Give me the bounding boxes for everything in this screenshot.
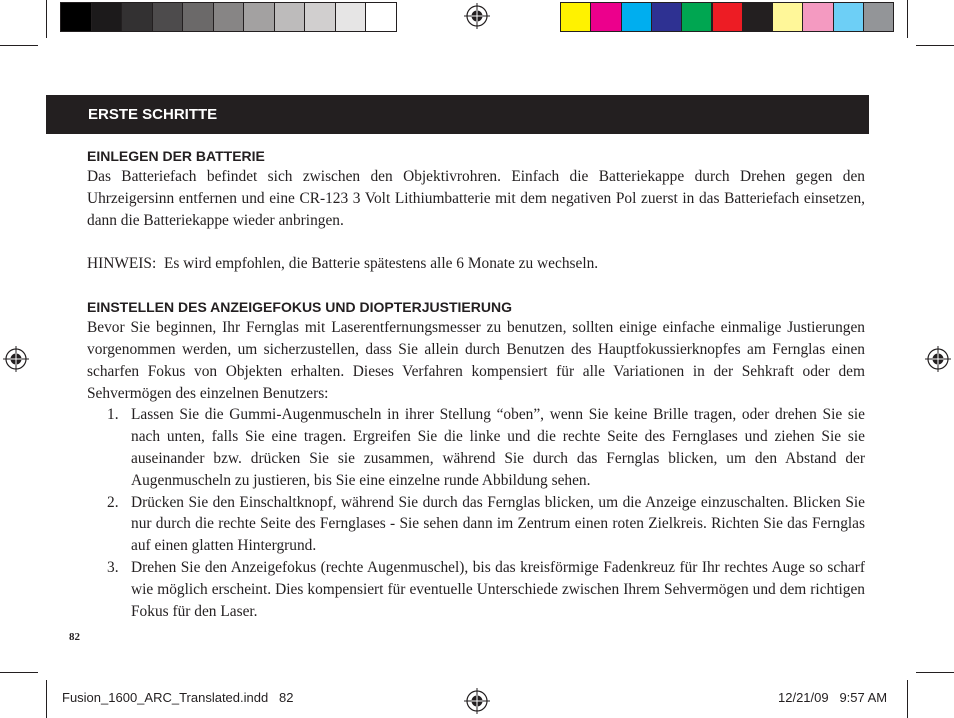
list-item-number: 2. xyxy=(107,493,119,511)
list-item xyxy=(87,404,865,491)
crop-mark xyxy=(907,0,908,38)
slug-file-info: Fusion_1600_ARC_Translated.indd 82 xyxy=(62,690,294,705)
color-swatch xyxy=(304,2,336,32)
focus-heading: EINSTELLEN DES ANZEIGEFOKUS UND DIOPTERJUSTIERUNG xyxy=(87,299,512,316)
color-swatch xyxy=(182,2,214,32)
steps-list xyxy=(87,404,865,622)
list-item xyxy=(87,557,865,622)
list-item-number: 3. xyxy=(107,558,119,576)
page-content xyxy=(87,146,865,622)
focus-paragraph: Bevor Sie beginnen, Ihr Fernglas mit Laserentfernungsmesser zu benutzen, sollten einige einfache einmalige Justierungen vorgenommen werden, um sicherzustellen, dass Sie allein durch Benutzen des Hauptfokussierknopfes am Fernglas einen scharfen Fokus von Objekten erhalten. Dieses Verfahren kompensiert für alle Variationen in der Sehkraft oder dem Sehvermögen des einzelnen Benutzers: xyxy=(87,319,865,402)
list-item-text: Drücken Sie den Einschaltknopf, während Sie durch das Fernglas blicken, um die Anzeige einzuschalten. Blicken Sie nur durch die rechte Seite des Fernglases - Sie sehen dann im Zentrum einen roten Zielkreis. Richten Sie das Fernglas auf einen glatten Hintergrund. xyxy=(131,493,865,555)
color-swatch xyxy=(213,2,245,32)
list-item-text: Drehen Sie den Anzeigefokus (rechte Augenmuschel), bis das kreisförmige Fadenkreuz für Ihr rechtes Auge so scharf wie möglich erscheint. Dies kompensiert für eventuelle Unterschiede zwischen Ihrem Sehvermögen und dem richtigen Fokus für den Laser. xyxy=(131,558,865,620)
battery-heading: EINLEGEN DER BATTERIE xyxy=(87,148,265,164)
page-number: 82 xyxy=(69,631,80,643)
color-swatch xyxy=(121,2,153,32)
color-swatch xyxy=(590,2,621,32)
color-swatch xyxy=(802,2,833,32)
crop-mark xyxy=(46,0,47,38)
color-swatch xyxy=(365,2,397,32)
color-swatch xyxy=(712,2,743,32)
registration-mark-icon xyxy=(464,3,490,29)
color-swatch xyxy=(772,2,803,32)
list-item-text: Lassen Sie die Gummi-Augenmuscheln in ihrer Stellung “oben”, wenn Sie keine Brille tragen, oder drehen Sie sie nach unten, falls Sie eine tragen. Ergreifen Sie die linke und die rechte Seite des Fernglases und ziehen Sie sie auseinander bzw. drücken Sie sie zusammen, während Sie durch das Fernglas blicken, um den Abstand der Augenmuscheln zu justieren, bis Sie eine einzelne runde Abbildung sehen. xyxy=(131,406,865,489)
color-swatch xyxy=(60,2,92,32)
list-item xyxy=(87,492,865,557)
crop-mark xyxy=(0,672,38,673)
color-swatch xyxy=(833,2,864,32)
color-swatch xyxy=(651,2,682,32)
registration-mark-icon xyxy=(464,688,490,714)
crop-mark xyxy=(907,680,908,718)
battery-paragraph: Das Batteriefach befindet sich zwischen den Objektivrohren. Einfach die Batteriekappe durch Drehen gegen den Uhrzeigersinn entfernen und eine CR-123 3 Volt Lithiumbatterie mit dem negativen Pol zuerst in das Batteriefach einsetzen, dann die Batteriekappe wieder anbringen. xyxy=(87,168,865,229)
slug-date-time: 12/21/09 9:57 AM xyxy=(778,690,888,705)
crop-mark xyxy=(916,672,954,673)
color-swatch xyxy=(152,2,184,32)
color-swatch xyxy=(91,2,123,32)
registration-mark-icon xyxy=(3,346,29,372)
crop-mark xyxy=(916,45,954,46)
color-swatch xyxy=(335,2,367,32)
section-title: ERSTE SCHRITTE xyxy=(88,106,218,123)
color-swatch xyxy=(621,2,652,32)
color-swatch xyxy=(681,2,712,32)
section-header-band xyxy=(46,95,869,134)
color-swatch xyxy=(243,2,275,32)
registration-mark-icon xyxy=(925,346,951,372)
color-swatch xyxy=(863,2,894,32)
crop-mark xyxy=(0,45,38,46)
crop-mark xyxy=(46,680,47,718)
color-swatch xyxy=(560,2,591,32)
battery-note: HINWEIS: Es wird empfohlen, die Batterie spätestens alle 6 Monate zu wechseln. xyxy=(87,255,599,273)
color-swatch xyxy=(742,2,773,32)
color-swatch xyxy=(274,2,306,32)
list-item-number: 1. xyxy=(107,406,119,424)
